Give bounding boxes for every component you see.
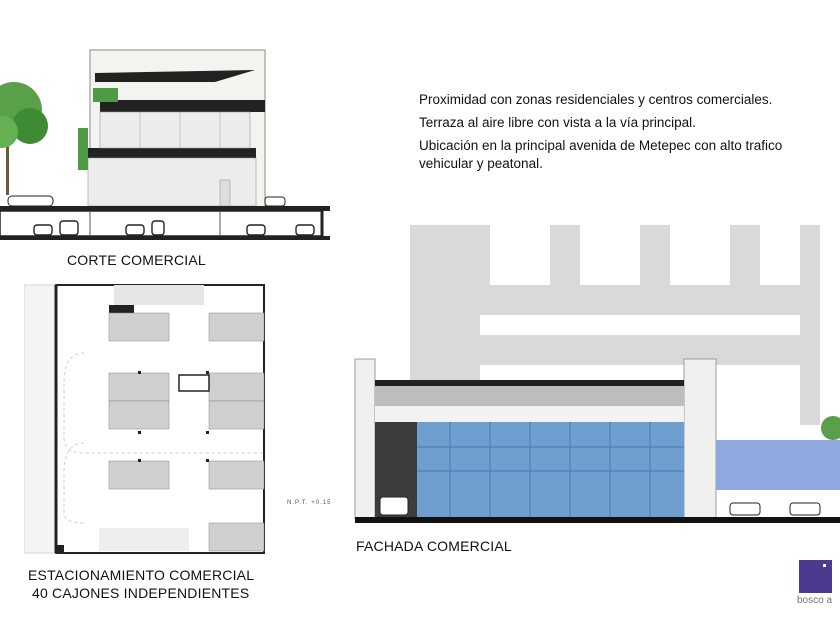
level-label: N.P.T. +0.15 [287,500,332,506]
project-notes [419,91,839,178]
brand-logo [799,560,832,593]
tree-icon [821,416,840,440]
brand-text: bosco a [797,595,833,606]
section-drawing [0,40,350,250]
note-item: Ubicación en la principal avenida de Metepec con alto trafico vehicular y peatonal. [419,138,783,171]
facade-caption: FACHADA COMERCIAL [356,538,512,554]
section-caption: CORTE COMERCIAL [67,252,206,268]
tree-icon [0,82,48,195]
note-item: Proximidad con zonas residenciales y centros comerciales. [419,92,773,107]
parking-plan [24,283,269,558]
parking-caption-line1: ESTACIONAMIENTO COMERCIAL [28,567,255,583]
parking-caption-line2: 40 CAJONES INDEPENDIENTES [32,585,250,601]
facade-drawing [350,215,840,525]
note-item: Terraza al aire libre con vista a la vía principal. [419,115,696,130]
